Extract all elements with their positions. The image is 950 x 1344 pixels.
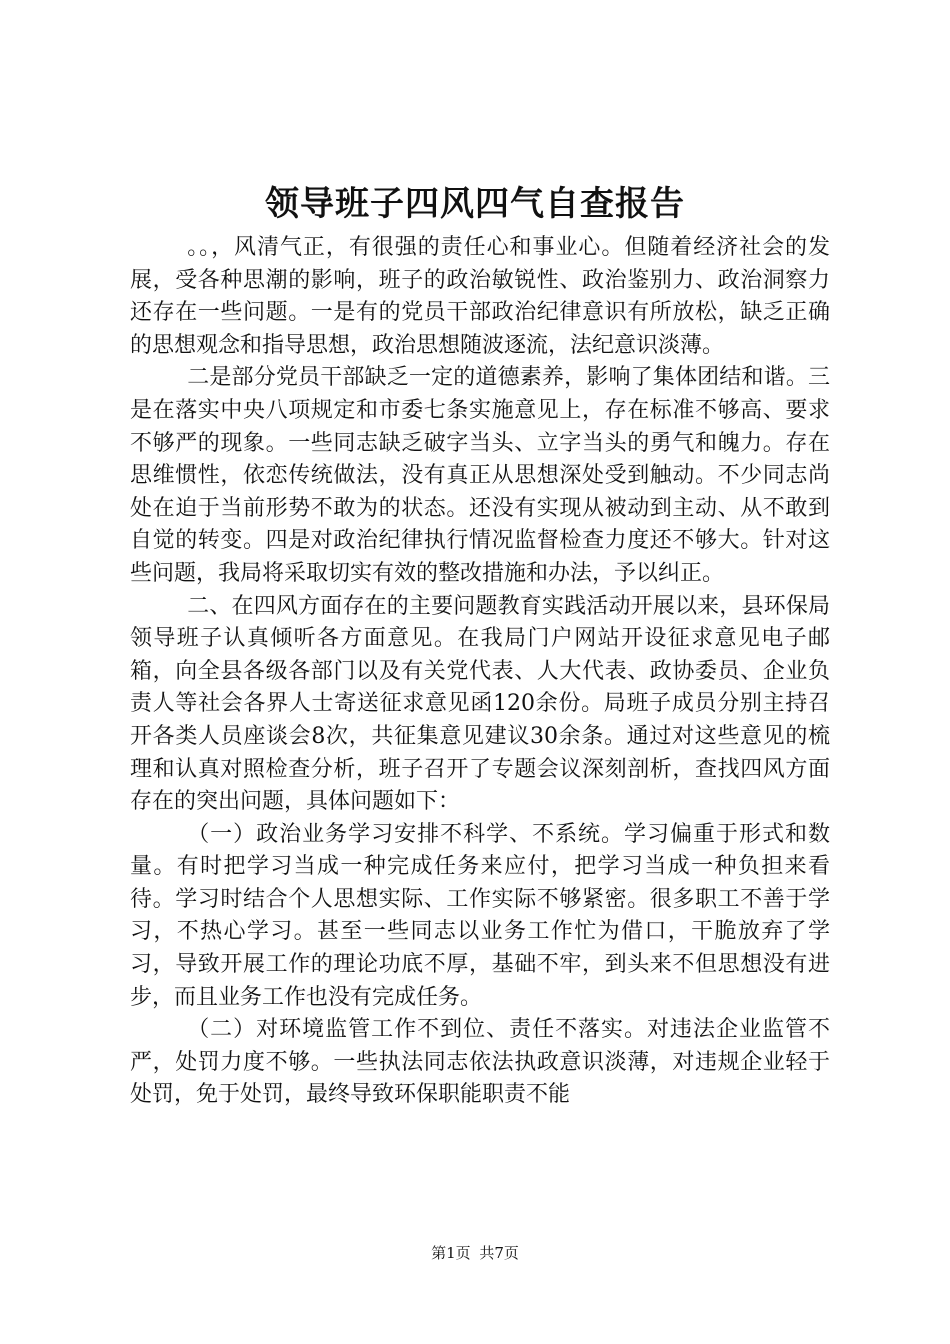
paragraph-4: （一）政治业务学习安排不科学、不系统。学习偏重于形式和数量。有时把学习当成一种完成任务来应付，把学习当成一种负担来看待。学习时结合个人思想实际、工作实际不够紧密。很多职工不善于学习，不热心学习。甚至一些同志以业务工作忙为借口，干脆放弃了学习，导致开展工作的理论功底不厚，基础不牢，到头来不但思想没有进步，而且业务工作也没有完成任务。 (130, 821, 830, 1010)
page-footer (0, 1243, 950, 1263)
paragraph-2: 二是部分党员干部缺乏一定的道德素养，影响了集体团结和谐。三是在落实中央八项规定和市委七条实施意见上，存在标准不够高、要求不够严的现象。一些同志缺乏破字当头、立字当头的勇气和魄力。存在思维惯性，依恋传统做法，没有真正从思想深处受到触动。不少同志尚处在迫于当前形势不敢为的状态。还没有实现从被动到主动、从不敢到自觉的转变。四是对政治纪律执行情况监督检查力度还不够大。针对这些问题，我局将采取切实有效的整改措施和办法，予以纠正。 (130, 365, 830, 586)
document-title: 领导班子四风四气自查报告 (265, 184, 685, 224)
paragraph-1: 。。，风清气正，有很强的责任心和事业心。但随着经济社会的发展，受各种思潮的影响，班子的政治敏锐性、政治鉴别力、政治洞察力还存在一些问题。一是有的党员干部政治纪律意识有所放松，缺乏正确的思想观念和指导思想，政治思想随波逐流，法纪意识淡薄。 (130, 235, 830, 358)
paragraph-3: 二、在四风方面存在的主要问题教育实践活动开展以来，县环保局领导班子认真倾听各方面意见。在我局门户网站开设征求意见电子邮箱，向全县各级各部门以及有关党代表、人大代表、政协委员、企业负责人等社会各界人士寄送征求意见函120余份。局班子成员分别主持召开各类人员座谈会8次，共征集意见建议30余条。通过对这些意见的梳理和认真对照检查分析，班子召开了专题会议深刻剖析，查找四风方面存在的突出问题，具体问题如下： (130, 593, 830, 815)
document-body (130, 232, 830, 1112)
page-total: 共7页 (479, 1244, 519, 1262)
page-number: 第1页 (431, 1244, 471, 1262)
paragraph-5: （二）对环境监管工作不到位、责任不落实。对违法企业监管不严，处罚力度不够。一些执法同志依法执政意识淡薄，对违规企业轻于处罚，免于处罚，最终导致环保职能职责不能 (130, 1017, 830, 1108)
